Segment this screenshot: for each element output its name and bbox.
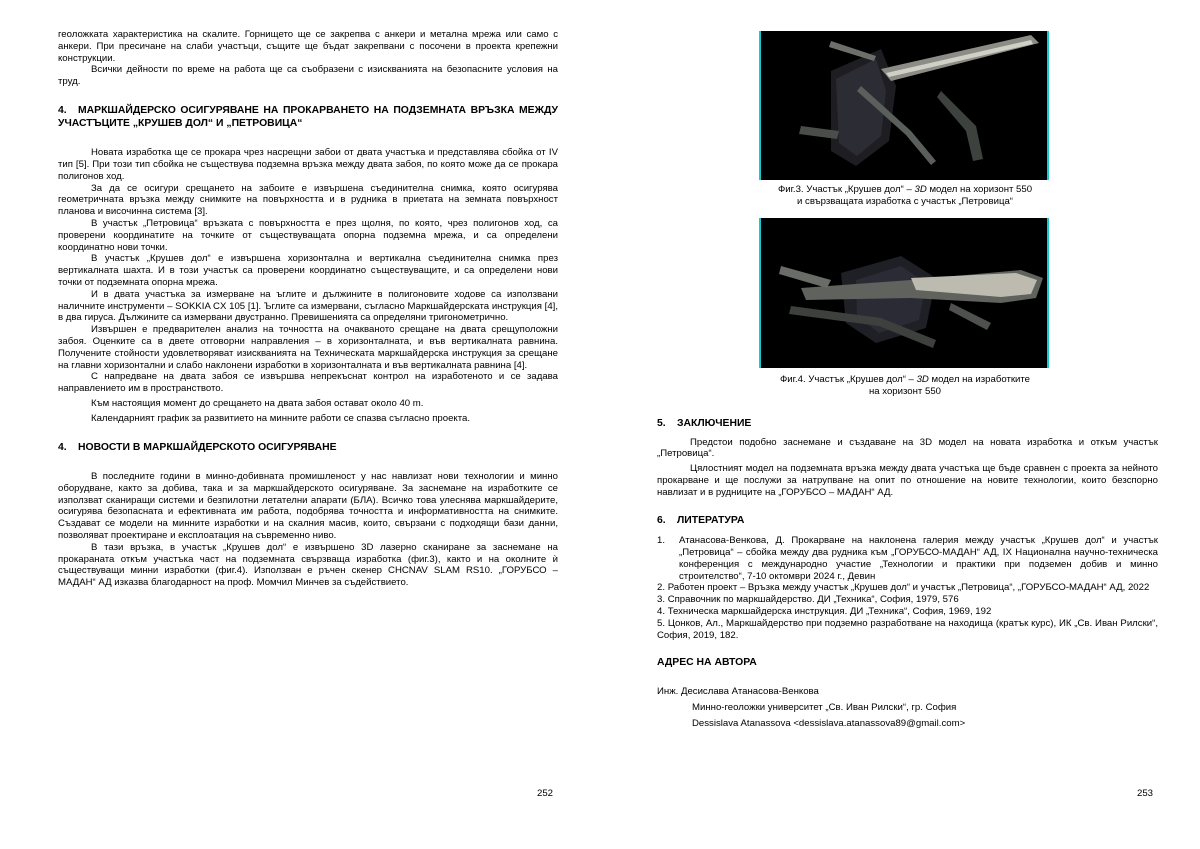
right-column: [657, 418, 1158, 729]
intro-paragraph-1: геоложката характеристика на скалите. Горнището ще се закрепва с анкери и метална мрежа или само с анкери. При пресичане на слаби участъци, същите ще бъдат закрепвани с посочени в проекта крепежни конструкции.: [58, 29, 558, 64]
paragraph: Новата изработка ще се прокара чрез насрещни забои от двата участъка и представлява сбойка от IV тип [5]. При този тип сбойка не съществува подземна връзка между двата забоя, по която може да се прокара полигонов ход.: [58, 147, 558, 182]
paragraph: В участък „Петровица“ връзката с повърхността е през щолня, по която, чрез полигонов ход, са проверени координатите на точките от съществуващата опорна подземна мрежа, и са определени координатно нови точки.: [58, 217, 558, 253]
section-6-title: ЛИТЕРАТУРА: [677, 514, 745, 526]
paragraph: В участък „Крушев дол“ е извършена хоризонтална и вертикална съединителна снимка през вертикалната шахта. И в този участък са проверени координатно съществуващите, и са определени нови точки от подземната опорна мрежа.: [58, 253, 558, 288]
section-5-number: 5.: [657, 418, 666, 429]
figure-3-caption-start: Фиг.3. Участък „Крушев дол“ –: [777, 184, 915, 195]
reference-item: 4. Техническа маркшайдерска инструкция. ДИ „Техника“, София, 1969, 192: [657, 605, 992, 617]
figure-4-caption-3d: 3D: [916, 374, 929, 385]
figure-4-caption-line2: на хоризонт 550: [868, 385, 941, 397]
paragraph: И в двата участъка за измерване на ъглите и дължините в полигоновите ходове са използвани наличните инструменти – SOKKIA CX 105 [1]. Ъглите са измервани, съгласно Маркшайдерската инструкция [4], в два гируса. Дължините са измервани двустранно. Превишенията са определяни тригонометрично.: [58, 288, 558, 324]
references-list: [657, 535, 1158, 641]
paragraph: Цялостният модел на подземната връзка между двата участъка ще бъде сравнен с проекта за нейното прокарване и ще послужи за натрупване на опит по отношение на новите технологии, които безспорно навлизат и в рудниците на „ГОРУБСО – МАДАН“ АД.: [657, 463, 1158, 498]
author-affiliation: Минно-геоложки университет „Св. Иван Рилски“, гр. София: [692, 701, 957, 713]
page-number-right: 253: [1137, 788, 1154, 799]
paragraph: В тази връзка, в участък „Крушев дол“ е извършено 3D лазерно сканиране за заснемане на прокараната откъм участъка част на подземната свързваща изработка (фиг.3), както и на околните ѝ съществуващи минни изработки (фиг.4). Използван е ръчен скенер CHCNAV SLAM RS10. „ГОРУБСО – МАДАН“ АД изказва благодарност на проф. Момчил Минчев за съдействието.: [58, 541, 558, 589]
left-column: [58, 29, 558, 589]
figure-3-caption-line2: и свързващата изработка с участък „Петровица“: [797, 195, 1013, 207]
reference-item: 1. Атанасова-Венкова, Д. Прокарване на наклонена галерия между участък „Крушев дол“ и участък „Петровица“ – сбойка между два рудника към „ГОРУБСО-МАДАН“ АД, IX Национална научно-техническа конференция с международно участие „Технологии и практики при подземен добив и минно строителство“, 7-10 октомври 2024 г., Девин: [657, 535, 1158, 582]
3d-model-render: [761, 218, 1047, 368]
section-4b-title: НОВОСТИ В МАРКШАЙДЕРСКОТО ОСИГУРЯВАНЕ: [78, 441, 337, 453]
section-4a-number: 4.: [58, 104, 67, 116]
paragraph: Календарният график за развитието на минните работи се спазва съгласно проекта.: [91, 412, 471, 424]
author-email[interactable]: Dessislava Atanassova <dessislava.atanassova89@gmail.com>: [692, 717, 966, 729]
reference-item: 5. Цонков, Ал., Маркшайдерство при подземно разработване на находища (кратък курс), ИК „Св. Иван Рилски“, София, 2019, 182.: [657, 617, 1158, 641]
paragraph: Предстои подобно заснемане и създаване на 3D модел на новата изработка и откъм участък „Петровица“.: [657, 436, 1158, 460]
figure-4-caption-start: Фиг.4. Участък „Крушев дол“ –: [779, 374, 917, 385]
section-5-body: [657, 437, 1158, 499]
section-4b-body: [58, 471, 558, 589]
section-4b-heading: [58, 442, 558, 455]
section-4a-title: МАРКШАЙДЕРСКО ОСИГУРЯВАНЕ НА ПРОКАРВАНЕТО НА ПОДЗЕМНАТА ВРЪЗКА МЕЖДУ УЧАСТЪЦИТЕ „КРУШЕВ ДОЛ“ И „ПЕТРОВИЦА“: [58, 104, 558, 129]
figure-3-caption: [745, 184, 1065, 208]
figure-3-image: [759, 31, 1049, 180]
figure-3-caption-3d: 3D: [914, 184, 927, 195]
section-6-heading: [657, 515, 1158, 528]
figure-4-image: [759, 218, 1049, 368]
paragraph: Към настоящия момент до срещането на двата забоя остават около 40 m.: [91, 397, 424, 409]
author-heading: АДРЕС НА АВТОРА: [657, 657, 757, 669]
section-4a-heading: [58, 105, 558, 130]
intro-paragraph-2: Всички дейности по време на работа ще са съобразени с изискванията на безопасните условия на труд.: [58, 64, 558, 88]
section-4b-number: 4.: [58, 441, 67, 453]
paragraph: В последните години в минно-добивната промишленост у нас навлизат нови технологии и минно оборудване, както за добива, така и за маркшайдерското осигуряване. За заснемане на изработките се използват сканиращи системи и безпилотни летателни апарати (БЛА). Всичко това улеснява маркшайдерите, осигурява безопасната и ефективната им работа, подобрява точността и информативността на снимките. Създават се модели на минните изработки и на скалния масив, които, свързани с подходящи бази данни, позволяват проектиране и експлоатация на съвременно ниво.: [58, 471, 558, 542]
paragraph: За да се осигури срещането на забоите е извършена съединителна снимка, която осигурява геометричната връзка между снимките на повърхността и в рудника в приетата на земната повърхност планова и височинна система [3].: [58, 182, 558, 218]
section-5-title: ЗАКЛЮЧЕНИЕ: [677, 418, 752, 429]
section-4a-body: [58, 147, 558, 424]
section-6-number: 6.: [657, 514, 666, 526]
reference-item: 3. Справочник по маркшайдерство. ДИ „Техника“, София, 1979, 576: [657, 594, 959, 606]
author-name: Инж. Десислава Атанасова-Венкова: [657, 685, 819, 697]
figure-4-caption-end: модел на изработките: [928, 374, 1031, 385]
3d-model-render: [761, 31, 1047, 180]
reference-item: 2. Работен проект – Връзка между участък „Крушев дол“ и участък „Петровица“, „ГОРУБСО-МАДАН“ АД, 2022: [657, 582, 1150, 594]
paragraph: С напредване на двата забоя се извършва непрекъснат контрол на изработеното и се задава направлението им в пространството.: [58, 371, 558, 395]
figure-3-caption-end: модел на хоризонт 550: [926, 184, 1033, 195]
page-number-left: 252: [537, 788, 554, 799]
section-5-heading: [657, 418, 1158, 431]
paragraph: Извършен е предварителен анализ на точността на очакваното срещане на двата срещуположни забоя. Оценките са в двете отговорни направления – в хоризонталната, и във вертикалната равнина. Получените стойности удовлетворяват изискванията на Техническата маркшайдерска инструкция за срещане на главни хоризонтални и слабо наклонени изработки в хоризонталната и във вертикалната равнина [4].: [58, 324, 558, 371]
figure-4-caption: [745, 374, 1065, 398]
